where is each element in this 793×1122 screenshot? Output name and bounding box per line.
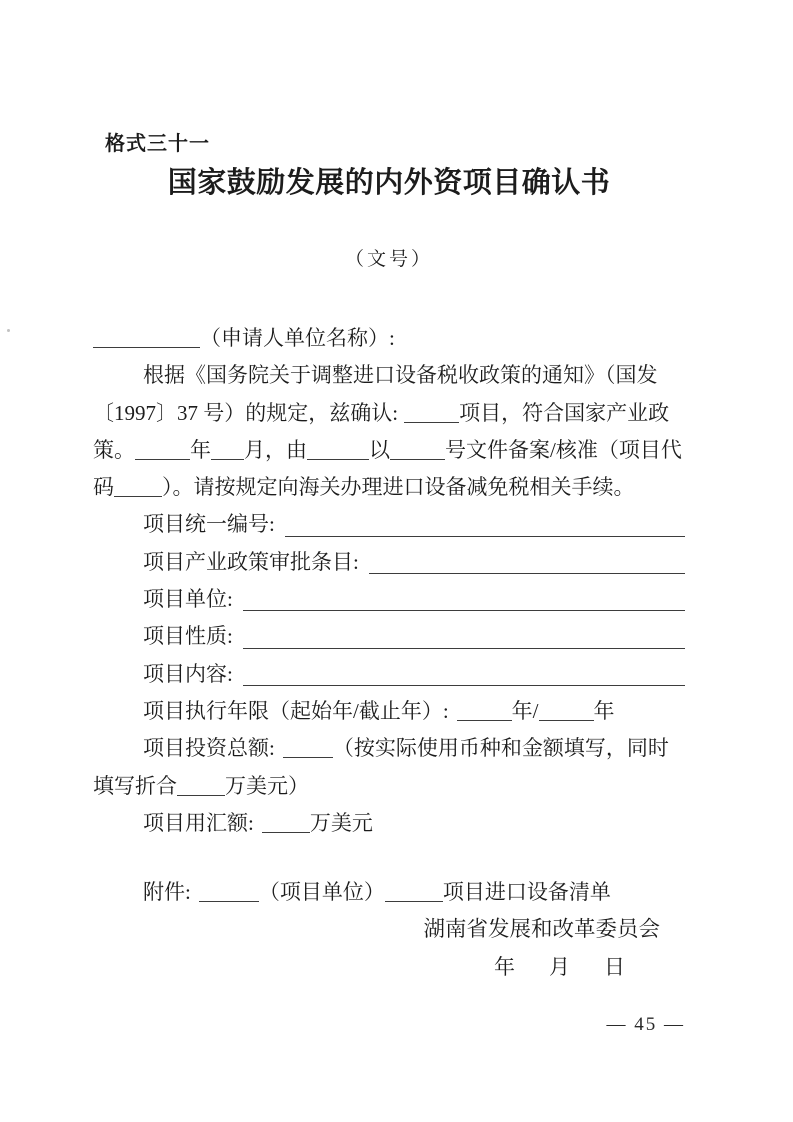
- field-label: 项目执行年限（起始年/截止年）:: [143, 698, 449, 723]
- underline-fill: [369, 544, 685, 574]
- field-row-forex: [93, 805, 685, 842]
- paragraph-text: 项目，符合国家产业政: [459, 400, 670, 425]
- paragraph-text: 以: [369, 437, 390, 462]
- paragraph-text: 月，由: [244, 437, 307, 462]
- paragraph-text: 码: [93, 475, 114, 500]
- format-label: 格式三十一: [105, 133, 210, 155]
- blank-field: [457, 700, 512, 721]
- underline-fill: [243, 618, 685, 648]
- field-text: 万美元: [309, 810, 373, 835]
- field-row-project-unit: [93, 581, 685, 618]
- field-row-policy-entry: [93, 544, 685, 581]
- paragraph-text: 号文件备案/核准（项目代: [445, 437, 682, 462]
- doc-number-placeholder: （文号）: [344, 249, 433, 270]
- authority-signature: 湖南省发展和改革委员会: [423, 917, 660, 942]
- date-line: [93, 949, 685, 986]
- field-label: 项目投资总额:: [143, 736, 275, 761]
- field-text: 万美元）: [225, 773, 309, 798]
- scan-speck: [7, 329, 10, 332]
- field-row-investment: [93, 730, 685, 767]
- blank-field: [404, 402, 459, 423]
- field-label: 项目单位:: [143, 587, 233, 612]
- blank-field: [385, 881, 443, 902]
- field-row-project-content: [93, 656, 685, 693]
- applicant-line: [93, 320, 685, 357]
- body-paragraph-line: [93, 357, 685, 394]
- document-body: [93, 320, 685, 986]
- blank-field: [93, 327, 200, 348]
- blank-field: [539, 700, 594, 721]
- field-row-project-number: [93, 506, 685, 543]
- underline-fill: [285, 506, 685, 536]
- attachment-text: （项目单位）: [258, 880, 385, 905]
- page-number: — 45 —: [606, 1014, 685, 1035]
- field-text: 填写折合: [93, 773, 177, 798]
- field-label: 项目内容:: [143, 661, 233, 686]
- field-label: 项目性质:: [143, 624, 233, 649]
- date-day-label: 日: [604, 954, 625, 979]
- document-content: [93, 131, 685, 986]
- field-text: 年: [593, 698, 615, 723]
- blank-field: [177, 775, 225, 796]
- attachment-line: [93, 874, 685, 911]
- field-text: （按实际使用币种和金额填写，同时: [332, 736, 669, 761]
- field-label: 项目用汇额:: [143, 810, 254, 835]
- blank-field: [114, 476, 162, 497]
- paragraph-text: 根据《国务院关于调整进口设备税收政策的通知》（国发: [143, 363, 658, 388]
- body-paragraph-line: [93, 395, 685, 432]
- paragraph-text: 〔1997〕37 号）的规定，兹确认:: [93, 400, 399, 425]
- field-row-investment-continued: [93, 768, 685, 805]
- attachment-text: 项目进口设备清单: [442, 880, 611, 905]
- paragraph-text: 年: [190, 437, 211, 462]
- attachment-label: 附件:: [143, 880, 191, 905]
- blank-field: [307, 439, 369, 460]
- body-paragraph-line: [93, 432, 685, 469]
- blank-field: [211, 439, 244, 460]
- document-title: 国家鼓励发展的内外资项目确认书: [167, 167, 611, 199]
- field-row-duration: [93, 693, 685, 730]
- date-month-label: 月: [549, 954, 570, 979]
- field-row-project-nature: [93, 618, 685, 655]
- field-label: 项目产业政策审批条目:: [143, 549, 359, 574]
- blank-field: [262, 812, 310, 833]
- paragraph-text: ）。请按规定向海关办理进口设备减免税相关手续。: [162, 475, 635, 500]
- underline-fill: [243, 581, 685, 611]
- body-paragraph-line: [93, 469, 685, 506]
- blank-field: [135, 439, 190, 460]
- applicant-label: （申请人单位名称）:: [200, 326, 395, 350]
- blank-field: [283, 737, 333, 758]
- field-text: 年/: [511, 698, 539, 723]
- date-year-label: 年: [494, 954, 515, 979]
- underline-fill: [243, 656, 685, 686]
- paragraph-text: 策。: [93, 437, 135, 462]
- field-label: 项目统一编号:: [143, 512, 275, 537]
- blank-field: [199, 881, 259, 902]
- blank-field: [390, 439, 445, 460]
